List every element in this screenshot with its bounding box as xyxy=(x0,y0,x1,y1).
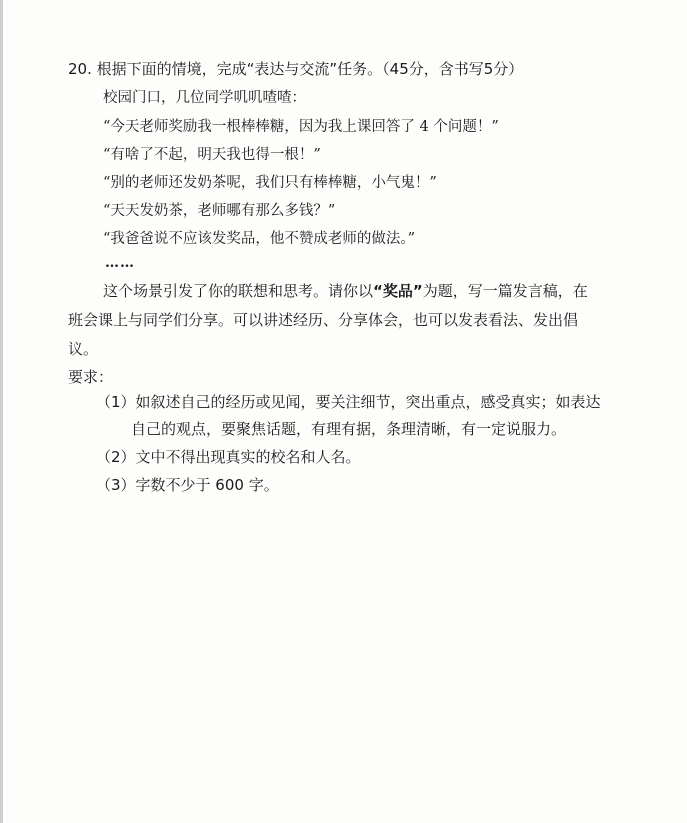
requirement-3: （3）字数不少于 600 字。 xyxy=(96,476,279,494)
page-left-edge xyxy=(0,0,3,823)
requirement-1-line-1: （1）如叙述自己的经历或见闻，要关注细节，突出重点，感受真实；如表达 xyxy=(96,393,601,411)
dialogue-ellipsis: …… xyxy=(105,255,135,271)
dialogue-line-3: “别的老师还发奶茶呢，我们只有棒棒糖，小气鬼！” xyxy=(103,175,437,191)
requirements-heading: 要求： xyxy=(68,368,114,386)
prompt-line-1-after: 为题，写一篇发言稿，在 xyxy=(422,282,588,300)
prompt-line-1 xyxy=(103,281,588,301)
dialogue-line-5: “我爸爸说不应该发奖品，他不赞成老师的做法。” xyxy=(103,231,416,247)
prompt-topic: “奖品” xyxy=(373,282,423,300)
prompt-line-2: 班会课上与同学们分享。可以讲述经历、分享体会，也可以发表看法、发出倡 xyxy=(68,311,579,329)
question-title: 20. 根据下面的情境，完成“表达与交流”任务。（45分，含书写5分） xyxy=(68,60,524,78)
requirement-1-line-2: 自己的观点，要聚焦话题，有理有据，条理清晰，有一定说服力。 xyxy=(131,420,567,438)
requirement-2: （2）文中不得出现真实的校名和人名。 xyxy=(96,448,361,466)
scene-setting: 校园门口，几位同学叽叽喳喳： xyxy=(103,90,306,106)
prompt-line-3: 议。 xyxy=(68,340,99,358)
dialogue-line-4: “天天发奶茶，老师哪有那么多钱？” xyxy=(103,203,336,219)
dialogue-line-1: “今天老师奖励我一根棒棒糖，因为我上课回答了 4 个问题！” xyxy=(103,119,499,135)
dialogue-line-2: “有啥了不起，明天我也得一根！” xyxy=(103,147,321,163)
prompt-line-1-before: 这个场景引发了你的联想和思考。请你以 xyxy=(103,282,374,300)
